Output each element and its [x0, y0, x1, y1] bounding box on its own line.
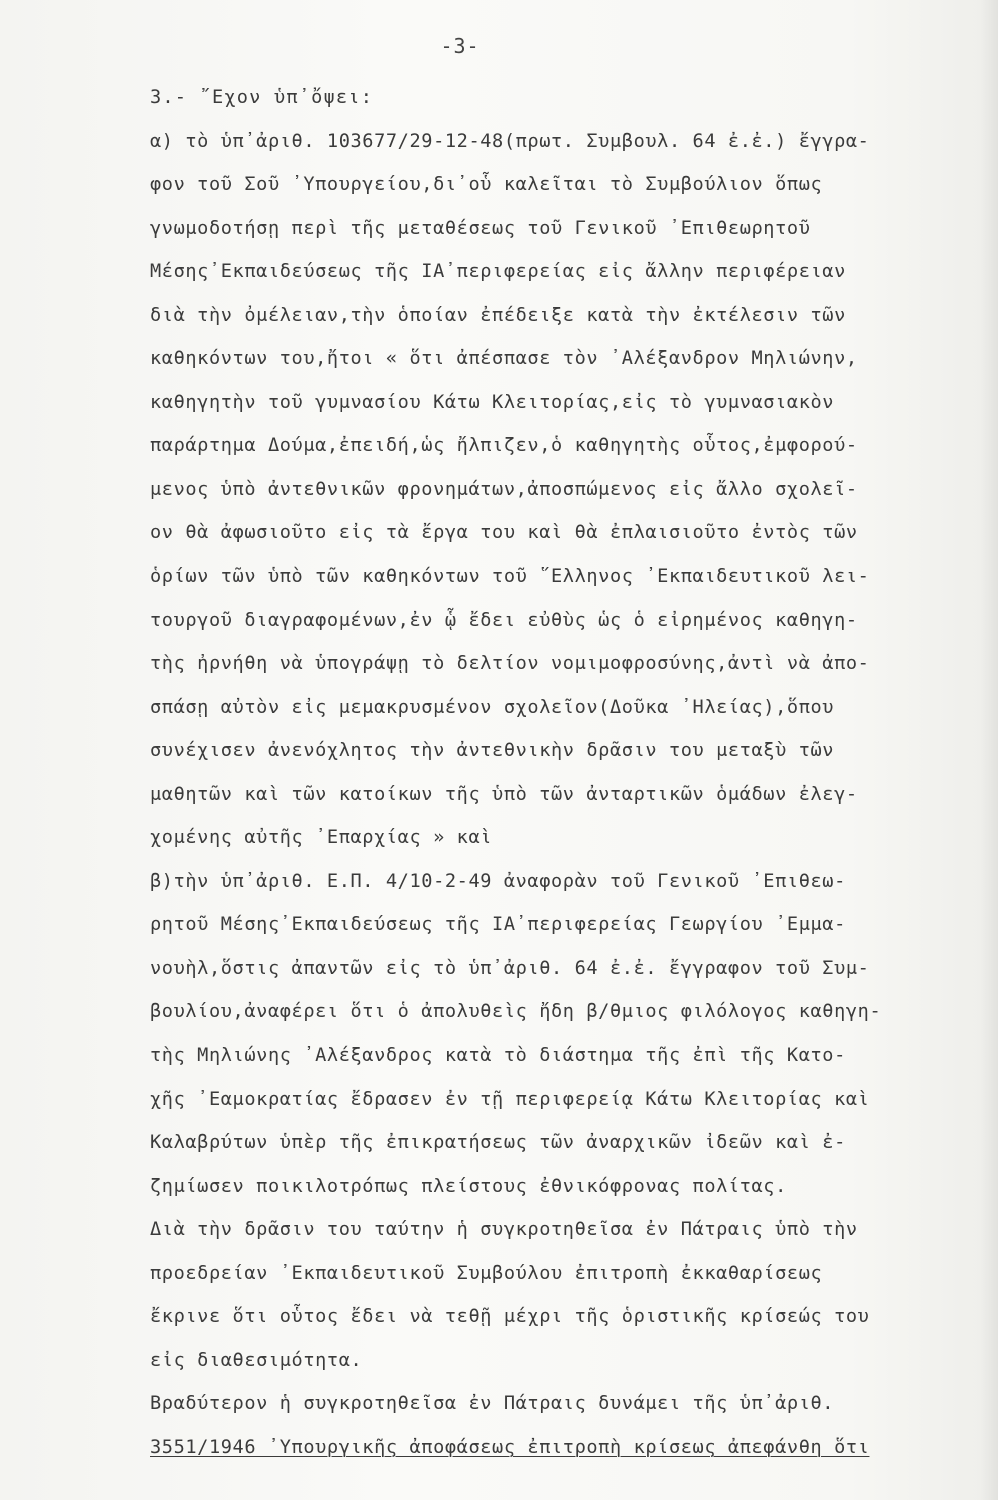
- text-line: καθηγητὴν τοῦ γυμνασίου Κάτω Κλειτορίας,εἰς τὸ γυμνασιακὸν: [150, 391, 835, 413]
- text-line: βουλίου,ἀναφέρει ὅτι ὁ ἀπολυθεὶς ἤδη β/θμιος φιλόλογος καθηγη-: [150, 1001, 882, 1023]
- text-line: τουργοῦ διαγραφομένων,ἐν ᾧ ἔδει εὐθὺς ὡς ὁ εἰρημένος καθηγη-: [150, 609, 858, 631]
- text-line: β)τὴν ὑπ᾽ἀριθ. Ε.Π. 4/10-2-49 ἀναφορὰν τοῦ Γενικοῦ ᾽Επιθεω-: [150, 870, 846, 892]
- text-line: προεδρείαν ᾽Εκπαιδευτικοῦ Συμβούλου ἐπιτροπὴ ἐκκαθαρίσεως: [150, 1262, 823, 1284]
- text-line: Καλαβρύτων ὑπὲρ τῆς ἐπικρατήσεως τῶν ἀναρχικῶν ἰδεῶν καὶ ἐ-: [150, 1132, 846, 1154]
- text-line: Διὰ τὴν δρᾶσιν του ταύτην ἡ συγκροτηθεῖσα ἐν Πάτραις ὑπὸ τὴν: [150, 1219, 858, 1241]
- text-line: καθηκόντων του,ἤτοι « ὅτι ἀπέσπασε τὸν ᾽Αλέξανδρον Μηλιώνην,: [150, 348, 858, 370]
- typewritten-body: [150, 84, 990, 1478]
- text-line: 3.- ῎Εχον ὑπ᾽ὄψει:: [150, 87, 374, 108]
- text-line: ἔκρινε ὅτι οὗτος ἔδει νὰ τεθῇ μέχρι τῆς ὁριστικῆς κρίσεώς του: [150, 1306, 870, 1328]
- text-line: Βραδύτερον ἡ συγκροτηθεῖσα ἐν Πάτραις δυνάμει τῆς ὑπ᾽ἀριθ.: [150, 1393, 835, 1415]
- text-line: ρητοῦ Μέσης᾽Εκπαιδεύσεως τῆς ΙΑ᾽περιφερείας Γεωργίου ᾽Εμμα-: [150, 914, 846, 936]
- text-line: παράρτημα Δούμα,ἐπειδή,ὡς ἤλπιζεν,ὁ καθηγητὴς οὗτος,ἐμφορού-: [150, 435, 858, 457]
- page-edge-shadow: [980, 0, 998, 1500]
- text-line: τὴς Μηλιώνης ᾽Αλέξανδρος κατὰ τὸ διάστημα τῆς ἐπὶ τῆς Κατο-: [150, 1045, 846, 1067]
- text-line: α) τὸ ὑπ᾽ἀριθ. 103677/29-12-48(πρωτ. Συμβουλ. 64 ἐ.ἐ.) ἔγγρα-: [150, 130, 870, 152]
- text-line: γνωμοδοτήσῃ περὶ τῆς μεταθέσεως τοῦ Γενικοῦ ᾽Επιθεωρητοῦ: [150, 217, 811, 239]
- text-line: τὴς ἠρνήθη νὰ ὑπογράψῃ τὸ δελτίον νομιμοφροσύνης,ἀντὶ νὰ ἀπο-: [150, 653, 870, 675]
- page-number: -3-: [440, 34, 480, 58]
- text-line: συνέχισεν ἀνενόχλητος τὴν ἀντεθνικὴν δρᾶσιν του μεταξὺ τῶν: [150, 740, 835, 762]
- text-line: διὰ τὴν ὀμέλειαν,τὴν ὁποίαν ἐπέδειξε κατὰ τὴν ἐκτέλεσιν τῶν: [150, 304, 846, 326]
- text-line: εἰς διαθεσιμότητα.: [150, 1349, 363, 1371]
- text-line: μαθητῶν καὶ τῶν κατοίκων τῆς ὑπὸ τῶν ἀνταρτικῶν ὁμάδων ἐλεγ-: [150, 783, 858, 805]
- text-line: χῆς ᾽Εαμοκρατίας ἔδρασεν ἐν τῇ περιφερείᾳ Κάτω Κλειτορίας καὶ: [150, 1088, 870, 1110]
- text-line: ον θὰ ἀφωσιοῦτο εἰς τὰ ἔργα του καὶ θὰ ἐπλαισιοῦτο ἐντὸς τῶν: [150, 522, 858, 544]
- text-line: 3551/1946 ᾽Υπουργικῆς ἀποφάσεως ἐπιτροπὴ κρίσεως ἀπεφάνθη ὅτι: [150, 1436, 870, 1458]
- text-line: χομένης αὐτῆς ᾽Επαρχίας » καὶ: [150, 827, 493, 849]
- text-line: ὁρίων τῶν ὑπὸ τῶν καθηκόντων τοῦ ῞Ελληνος ᾽Εκπαιδευτικοῦ λει-: [150, 566, 870, 588]
- text-line: νουὴλ,ὅστις ἀπαντῶν εἰς τὸ ὑπ᾽ἀριθ. 64 ἐ.ἐ. ἔγγραφον τοῦ Συμ-: [150, 957, 870, 979]
- text-line: μενος ὑπὸ ἀντεθνικῶν φρονημάτων,ἀποσπώμενος εἰς ἄλλο σχολεῖ-: [150, 478, 858, 500]
- text-line: φον τοῦ Σοῦ ᾽Υπουργείου,δι᾽οὗ καλεῖται τὸ Συμβούλιον ὅπως: [150, 174, 823, 196]
- text-line: σπάσῃ αὐτὸν εἰς μεμακρυσμένον σχολεῖον(Δοῦκα ᾽Ηλείας),ὅπου: [150, 696, 835, 718]
- text-line: ζημίωσεν ποικιλοτρόπως πλείστους ἐθνικόφρονας πολίτας.: [150, 1175, 787, 1197]
- text-line: Μέσης᾽Εκπαιδεύσεως τῆς ΙΑ᾽περιφερείας εἰς ἄλλην περιφέρειαν: [150, 261, 846, 283]
